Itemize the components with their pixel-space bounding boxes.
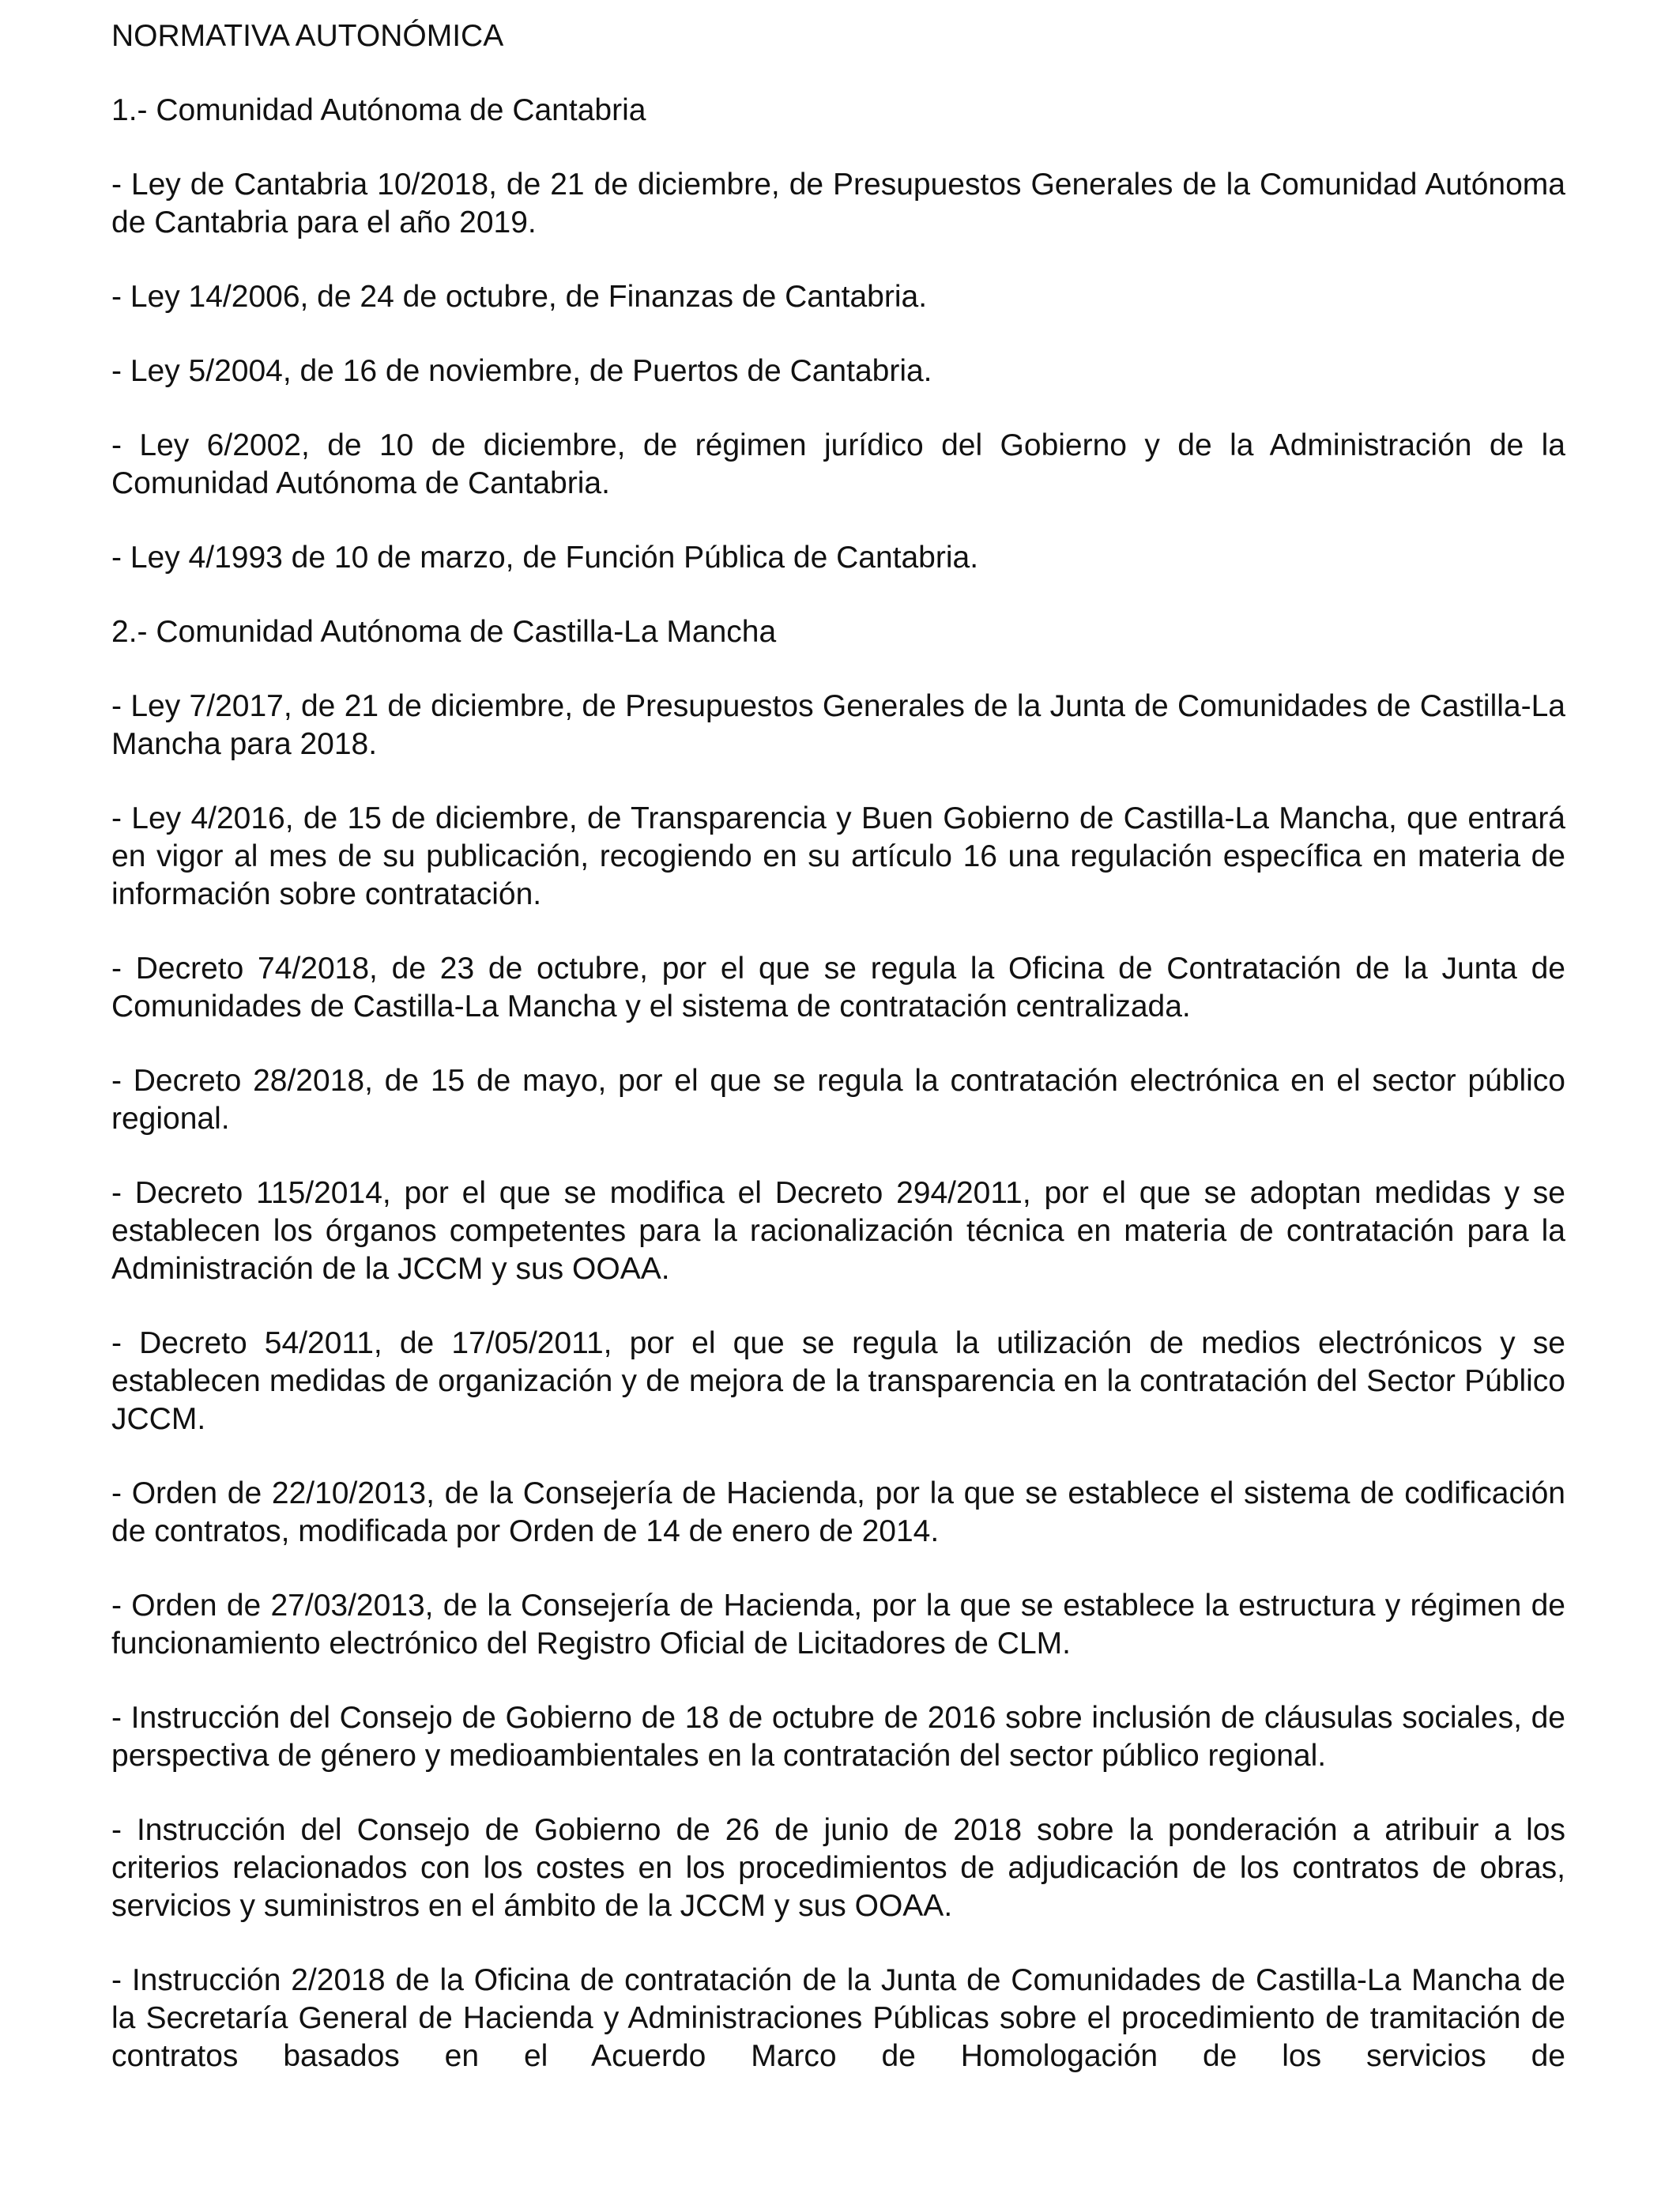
document-page xyxy=(111,17,1565,2075)
section-cantabria xyxy=(111,92,1565,577)
law-item: - Decreto 74/2018, de 23 de octubre, por el que se regula la Oficina de Contratación de la Junta de Comunidades de Castilla-La Mancha y el sistema de contratación centralizada. xyxy=(111,952,1565,1023)
law-item: - Orden de 22/10/2013, de la Consejería de Hacienda, por la que se establece el sistema de codificación de contratos, modificada por Orden de 14 de enero de 2014. xyxy=(111,1476,1565,1548)
law-item: - Ley 5/2004, de 16 de noviembre, de Puertos de Cantabria. xyxy=(111,354,932,388)
law-item: - Ley 7/2017, de 21 de diciembre, de Presupuestos Generales de la Junta de Comunidades de Castilla-La Mancha para 2018. xyxy=(111,689,1565,761)
law-item: - Decreto 28/2018, de 15 de mayo, por el que se regula la contratación electrónica en el sector público regional. xyxy=(111,1064,1565,1136)
law-item: - Ley 6/2002, de 10 de diciembre, de régimen jurídico del Gobierno y de la Administración de la Comunidad Autónoma de Cantabria. xyxy=(111,428,1565,500)
law-item: - Ley 4/2016, de 15 de diciembre, de Transparencia y Buen Gobierno de Castilla-La Mancha, que entrará en vigor al mes de su publicación, recogiendo en su artículo 16 una regulación específica en materia de información sobre contratación. xyxy=(111,801,1565,911)
section-heading: 2.- Comunidad Autónoma de Castilla-La Mancha xyxy=(111,615,777,649)
law-item: - Instrucción 2/2018 de la Oficina de contratación de la Junta de Comunidades de Castilla-La Mancha de la Secretaría General de Hacienda y Administraciones Públicas sobre el procedimiento de tramitación de contratos basados en el Acuerdo Marco de Homologación de los servicios de xyxy=(111,1963,1565,2073)
law-item: - Ley 14/2006, de 24 de octubre, de Finanzas de Cantabria. xyxy=(111,280,928,314)
document-title: NORMATIVA AUTONÓMICA xyxy=(111,19,504,53)
law-item: - Instrucción del Consejo de Gobierno de 26 de junio de 2018 sobre la ponderación a atribuir a los criterios relacionados con los costes en los procedimientos de adjudicación de los contratos de obras, servicios y suministros en el ámbito de la JCCM y sus OOAA. xyxy=(111,1813,1565,1923)
law-item: - Ley de Cantabria 10/2018, de 21 de diciembre, de Presupuestos Generales de la Comunidad Autónoma de Cantabria para el año 2019. xyxy=(111,168,1565,239)
section-heading: 1.- Comunidad Autónoma de Cantabria xyxy=(111,93,646,127)
law-item: - Instrucción del Consejo de Gobierno de 18 de octubre de 2016 sobre inclusión de cláusulas sociales, de perspectiva de género y medioambientales en la contratación del sector público regional. xyxy=(111,1701,1565,1773)
law-item: - Orden de 27/03/2013, de la Consejería de Hacienda, por la que se establece la estructura y régimen de funcionamiento electrónico del Registro Oficial de Licitadores de CLM. xyxy=(111,1589,1565,1661)
section-castilla-la-mancha xyxy=(111,613,1565,2075)
law-item: - Decreto 54/2011, de 17/05/2011, por el que se regula la utilización de medios electrónicos y se establecen medidas de organización y de mejora de la transparencia en la contratación del Sector Público JCCM. xyxy=(111,1326,1565,1436)
law-item: - Decreto 115/2014, por el que se modifica el Decreto 294/2011, por el que se adoptan medidas y se establecen los órganos competentes para la racionalización técnica en materia de contratación para la Administración de la JCCM y sus OOAA. xyxy=(111,1176,1565,1286)
law-item: - Ley 4/1993 de 10 de marzo, de Función Pública de Cantabria. xyxy=(111,541,979,575)
